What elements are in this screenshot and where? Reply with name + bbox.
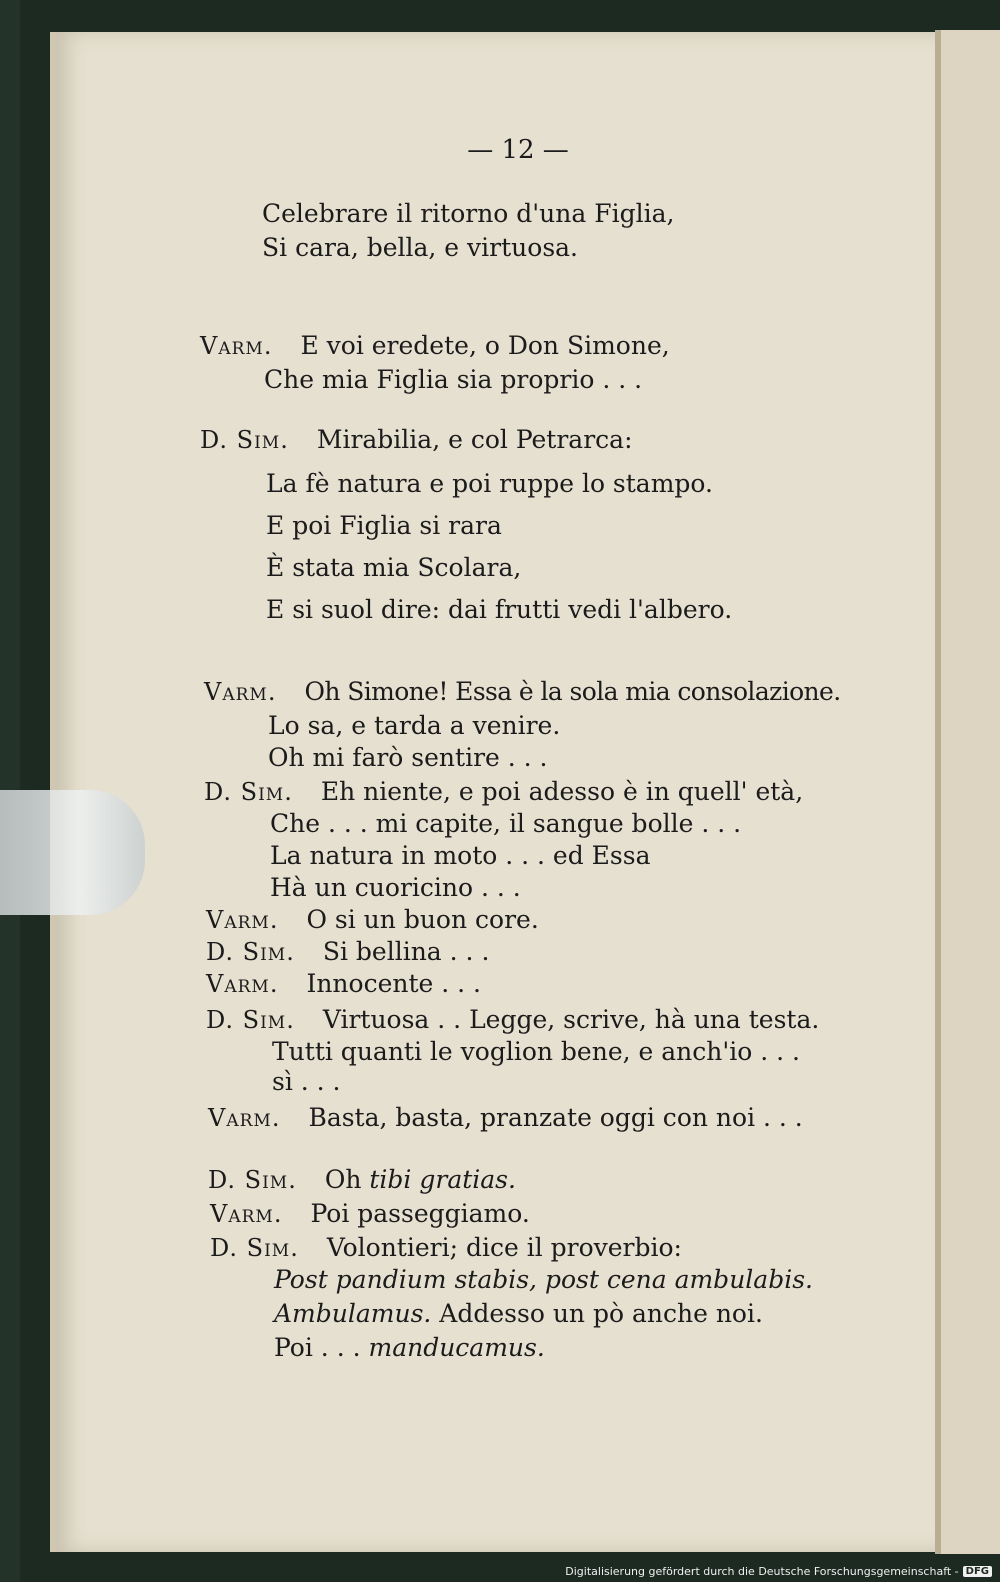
speaker-name: D. Sim. [200, 426, 289, 454]
speaker-line: D. Sim. Eh niente, e poi adesso è in quell' età, [204, 777, 804, 806]
dfg-logo: DFG [963, 1566, 992, 1577]
speaker-name: D. Sim. [206, 938, 295, 966]
speaker-name: Varm. [208, 1104, 281, 1132]
speaker-line: Varm. O si un buon core. [206, 905, 539, 934]
speaker-name: Varm. [210, 1200, 283, 1228]
verse-line: sì . . . [272, 1067, 341, 1096]
verse-line: Che mia Figlia sia proprio . . . [264, 365, 643, 394]
speaker-name: D. Sim. [204, 778, 293, 806]
speaker-name: D. Sim. [210, 1234, 299, 1262]
speaker-line: D. Sim. Si bellina . . . [206, 937, 490, 966]
speaker-line: Varm. Basta, basta, pranzate oggi con noi . . . [208, 1103, 803, 1132]
verse-line: Lo sa, e tarda a venire. [268, 711, 561, 740]
verse-line: Che . . . mi capite, il sangue bolle . . . [270, 809, 742, 838]
verse-line: Oh mi farò sentire . . . [268, 743, 548, 772]
speaker-line: Varm. Poi passeggiamo. [210, 1199, 530, 1228]
page-number: — 12 — [467, 135, 569, 165]
verse-line: E si suol dire: dai frutti vedi l'albero. [266, 595, 733, 624]
verse-line: La fè natura e poi ruppe lo stampo. [266, 469, 713, 498]
speaker-name: Varm. [206, 970, 279, 998]
speaker-line: D. Sim. Oh tibi gratias. [208, 1165, 516, 1194]
speaker-name: Varm. [204, 678, 277, 706]
speaker-name: Varm. [206, 906, 279, 934]
verse-line: È stata mia Scolara, [266, 553, 522, 582]
verse-line: Hà un cuoricino . . . [270, 873, 521, 902]
speaker-name: D. Sim. [208, 1166, 297, 1194]
speaker-line: Varm. Oh Simone! Essa è la sola mia consolazione. [204, 677, 841, 706]
verse-line: Poi . . . manducamus. [274, 1333, 545, 1362]
credit-text: Digitalisierung gefördert durch die Deutsche Forschungsgemeinschaft - [565, 1565, 959, 1578]
speaker-line: Varm. E voi eredete, o Don Simone, [200, 331, 670, 360]
speaker-name: D. Sim. [206, 1006, 295, 1034]
digitization-credit [565, 1565, 992, 1578]
speaker-line: D. Sim. Volontieri; dice il proverbio: [210, 1233, 682, 1262]
verse-line: La natura in moto . . . ed Essa [270, 841, 651, 870]
speaker-line: D. Sim. Virtuosa . . Legge, scrive, hà una testa. [206, 1005, 820, 1034]
speaker-line: D. Sim. Mirabilia, e col Petrarca: [200, 425, 633, 454]
verse-line: Ambulamus. Addesso un pò anche noi. [274, 1299, 763, 1328]
verse-line: Si cara, bella, e virtuosa. [262, 233, 579, 262]
verse-line: Celebrare il ritorno d'una Figlia, [262, 199, 675, 228]
verse-line: Post pandium stabis, post cena ambulabis. [274, 1265, 813, 1294]
speaker-name: Varm. [200, 332, 273, 360]
verse-line: Tutti quanti le voglion bene, e anch'io . . . [272, 1037, 800, 1066]
verse-line: E poi Figlia si rara [266, 511, 502, 540]
speaker-line: Varm. Innocente . . . [206, 969, 482, 998]
